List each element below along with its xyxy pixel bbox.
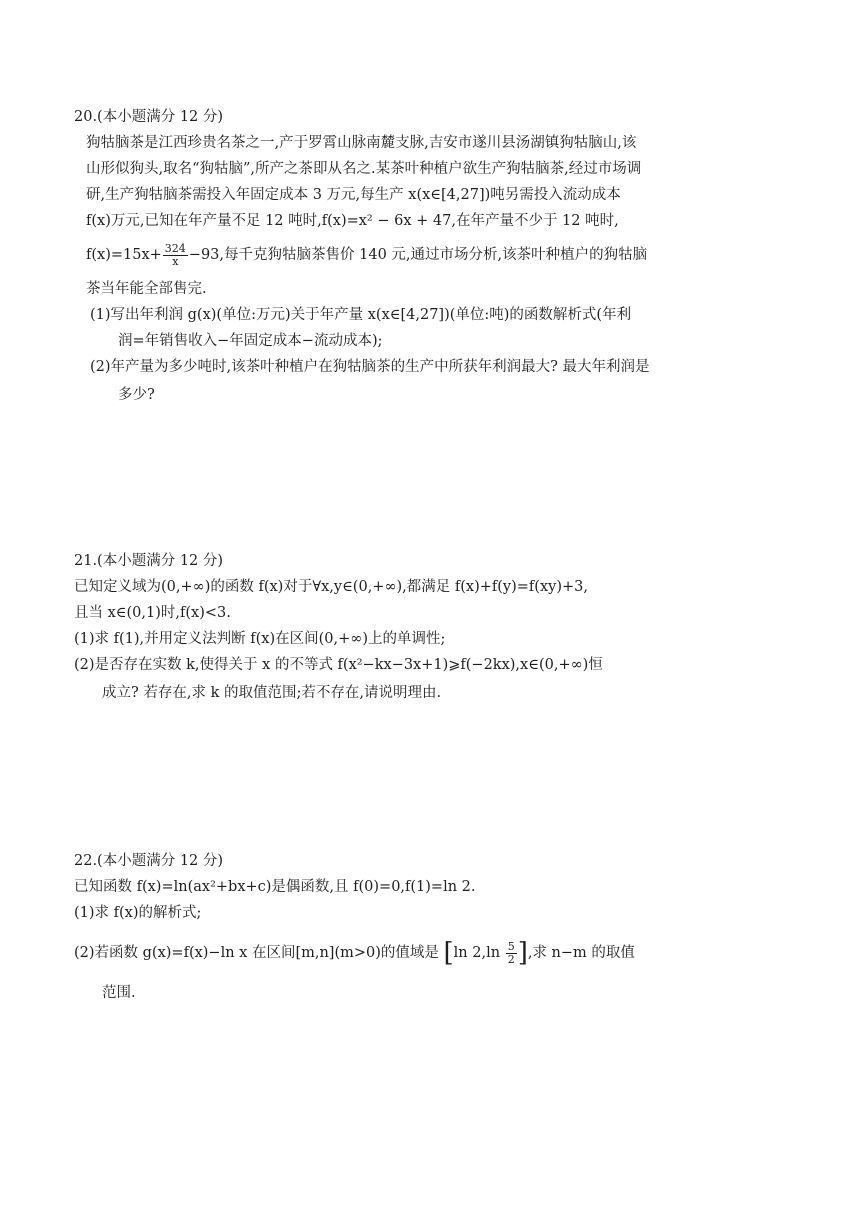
question-20-part-2-a: (2)年产量为多少吨时,该茶叶种植户在狗牯脑茶的生产中所获年利润最大? 最大年利润是	[90, 359, 650, 375]
question-20-header: 20.(本小题满分 12 分)	[74, 109, 224, 125]
range-text: ln 2,ln	[453, 945, 501, 961]
question-20-text-3: 研,生产狗牯脑茶需投入年固定成本 3 万元,每生产 x(x∈[4,27])吨另需投入流动成本	[86, 187, 621, 203]
question-21-text-1: 已知定义域为(0,+∞)的函数 f(x)对于∀x,y∈(0,+∞),都满足 f(x)+f(y)=f(xy)+3,	[74, 579, 588, 595]
question-21-header: 21.(本小题满分 12 分)	[74, 553, 224, 569]
question-21-part-1: (1)求 f(1),并用定义法判断 f(x)在区间(0,+∞)上的单调性;	[74, 631, 446, 647]
formula-piece-2: ,求 n−m 的取值	[527, 945, 635, 961]
question-22-part-2-a	[74, 936, 635, 970]
fraction	[163, 243, 188, 268]
formula-piece-1: f(x)=15x+	[86, 247, 162, 263]
question-20-part-1-b: 润=年销售收入−年固定成本−流动成本);	[118, 333, 383, 349]
fraction-denominator: 2	[507, 952, 515, 966]
fraction-numerator: 5	[507, 939, 515, 953]
right-bracket: ]	[517, 938, 528, 968]
question-22-header: 22.(本小题满分 12 分)	[74, 853, 224, 869]
question-20-text-1: 狗牯脑茶是江西珍贵名茶之一,产于罗霄山脉南麓支脉,吉安市遂川县汤湖镇狗牯脑山,该	[86, 135, 637, 151]
question-22-part-2-b: 范围.	[102, 985, 136, 1001]
fraction-numerator: 324	[164, 241, 186, 255]
question-20-text-4: f(x)万元,已知在年产量不足 12 吨时,f(x)=x² − 6x + 47,在年产量不少于 12 吨时,	[86, 213, 619, 229]
question-21-part-2-b: 成立? 若存在,求 k 的取值范围;若不存在,请说明理由.	[102, 685, 442, 701]
question-20-text-5	[86, 240, 647, 270]
question-20-part-1-a: (1)写出年利润 g(x)(单位:万元)关于年产量 x(x∈[4,27])(单位:吨)的函数解析式(年利	[90, 307, 632, 323]
question-22-part-1: (1)求 f(x)的解析式;	[74, 905, 202, 921]
question-22-text-1: 已知函数 f(x)=ln(ax²+bx+c)是偶函数,且 f(0)=0,f(1)=ln 2.	[74, 879, 476, 895]
question-20-part-2-b: 多少?	[118, 387, 155, 403]
question-20-text-6: 茶当年能全部售完.	[86, 281, 207, 297]
fraction	[506, 941, 517, 966]
fraction-denominator: x	[172, 254, 179, 268]
question-21-part-2-a: (2)是否存在实数 k,使得关于 x 的不等式 f(x²−kx−3x+1)⩾f(−2kx),x∈(0,+∞)恒	[74, 657, 603, 673]
question-21-text-2: 且当 x∈(0,1)时,f(x)<3.	[74, 605, 231, 621]
formula-piece-2: −93,每千克狗牯脑茶售价 140 元,通过市场分析,该茶叶种植户的狗牯脑	[188, 247, 648, 263]
question-20-text-2: 山形似狗头,取名“狗牯脑”,所产之茶即从名之.某茶叶种植户欲生产狗牯脑茶,经过市场调	[86, 161, 642, 177]
left-bracket: [	[443, 938, 454, 968]
formula-piece-1: (2)若函数 g(x)=f(x)−ln x 在区间[m,n](m>0)的值域是	[74, 945, 439, 961]
